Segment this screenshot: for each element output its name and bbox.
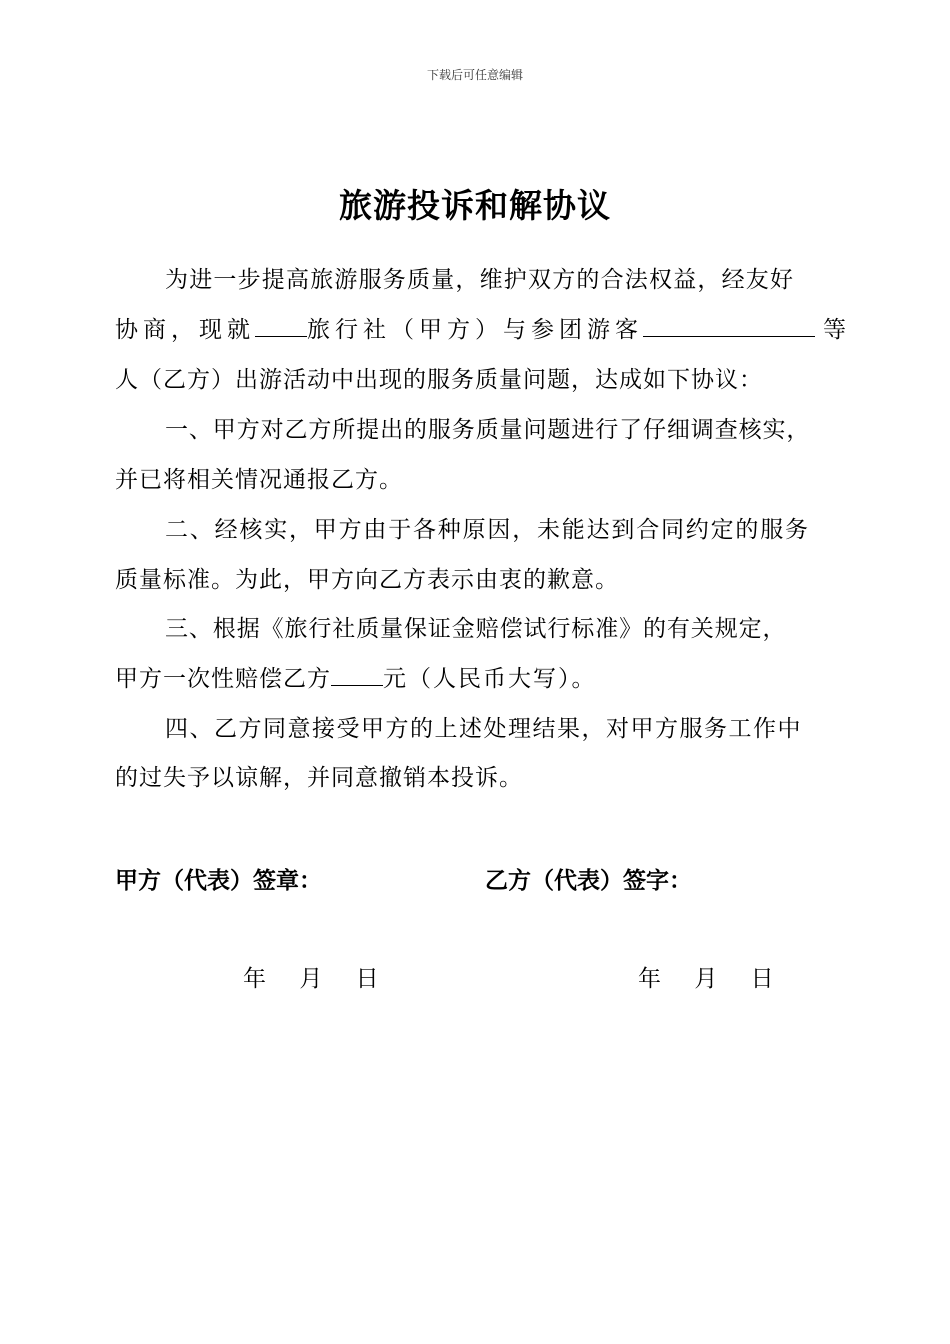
clause-1-line-1: 一、甲方对乙方所提出的服务质量问题进行了仔细调查核实， (165, 417, 811, 443)
party-a-date-day: 日 (355, 966, 380, 992)
clause-2-line-1: 二、经核实，甲方由于各种原因，未能达到合同约定的服务 (165, 517, 810, 543)
compensation-amount-blank[interactable] (331, 663, 383, 686)
clause-4-line-1: 四、乙方同意接受甲方的上述处理结果，对甲方服务工作中 (165, 716, 802, 742)
party-b-date-year: 年 (638, 966, 662, 992)
intro-line-2-end: 等 (823, 317, 846, 343)
clause-3-line-2-start: 甲方一次性赔偿乙方 (115, 666, 331, 692)
party-b-date-month: 月 (694, 966, 719, 992)
party-a-signature-label: 甲方（代表）签章： (115, 868, 322, 894)
clause-4-line-2: 的过失予以谅解，并同意撤销本投诉。 (115, 765, 523, 791)
party-b-date (638, 960, 775, 993)
intro-line-2-middle: 旅行社（甲方）与参团游客 (307, 317, 643, 343)
clause-1-line-2: 并已将相关情况通报乙方。 (115, 467, 403, 493)
party-b-date-day: 日 (750, 966, 775, 992)
intro-line-3: 人（乙方）出游活动中出现的服务质量问题，达成如下协议： (115, 367, 763, 393)
intro-line-2 (115, 313, 846, 347)
clause-3-line-2 (115, 662, 597, 696)
clause-3-line-1: 三、根据《旅行社质量保证金赔偿试行标准》的有关规定， (165, 616, 787, 642)
party-a-date-month: 月 (299, 966, 324, 992)
party-b-signature-label: 乙方（代表）签字： (485, 868, 692, 894)
clause-2-line-2: 质量标准。为此，甲方向乙方表示由衷的歉意。 (115, 567, 619, 593)
intro-line-2-start: 协商，现就 (115, 317, 255, 343)
intro-line-1: 为进一步提高旅游服务质量，维护双方的合法权益，经友好 (165, 267, 795, 293)
party-a-date-year: 年 (243, 966, 267, 992)
party-a-date (243, 960, 380, 993)
header-note: 下载后可任意编辑 (426, 68, 523, 82)
document-title: 旅游投诉和解协议 (339, 186, 611, 225)
clause-3-line-2-end: 元（人民币大写）。 (383, 666, 597, 692)
agency-name-blank[interactable] (255, 314, 307, 337)
tourist-name-blank[interactable] (643, 314, 815, 337)
